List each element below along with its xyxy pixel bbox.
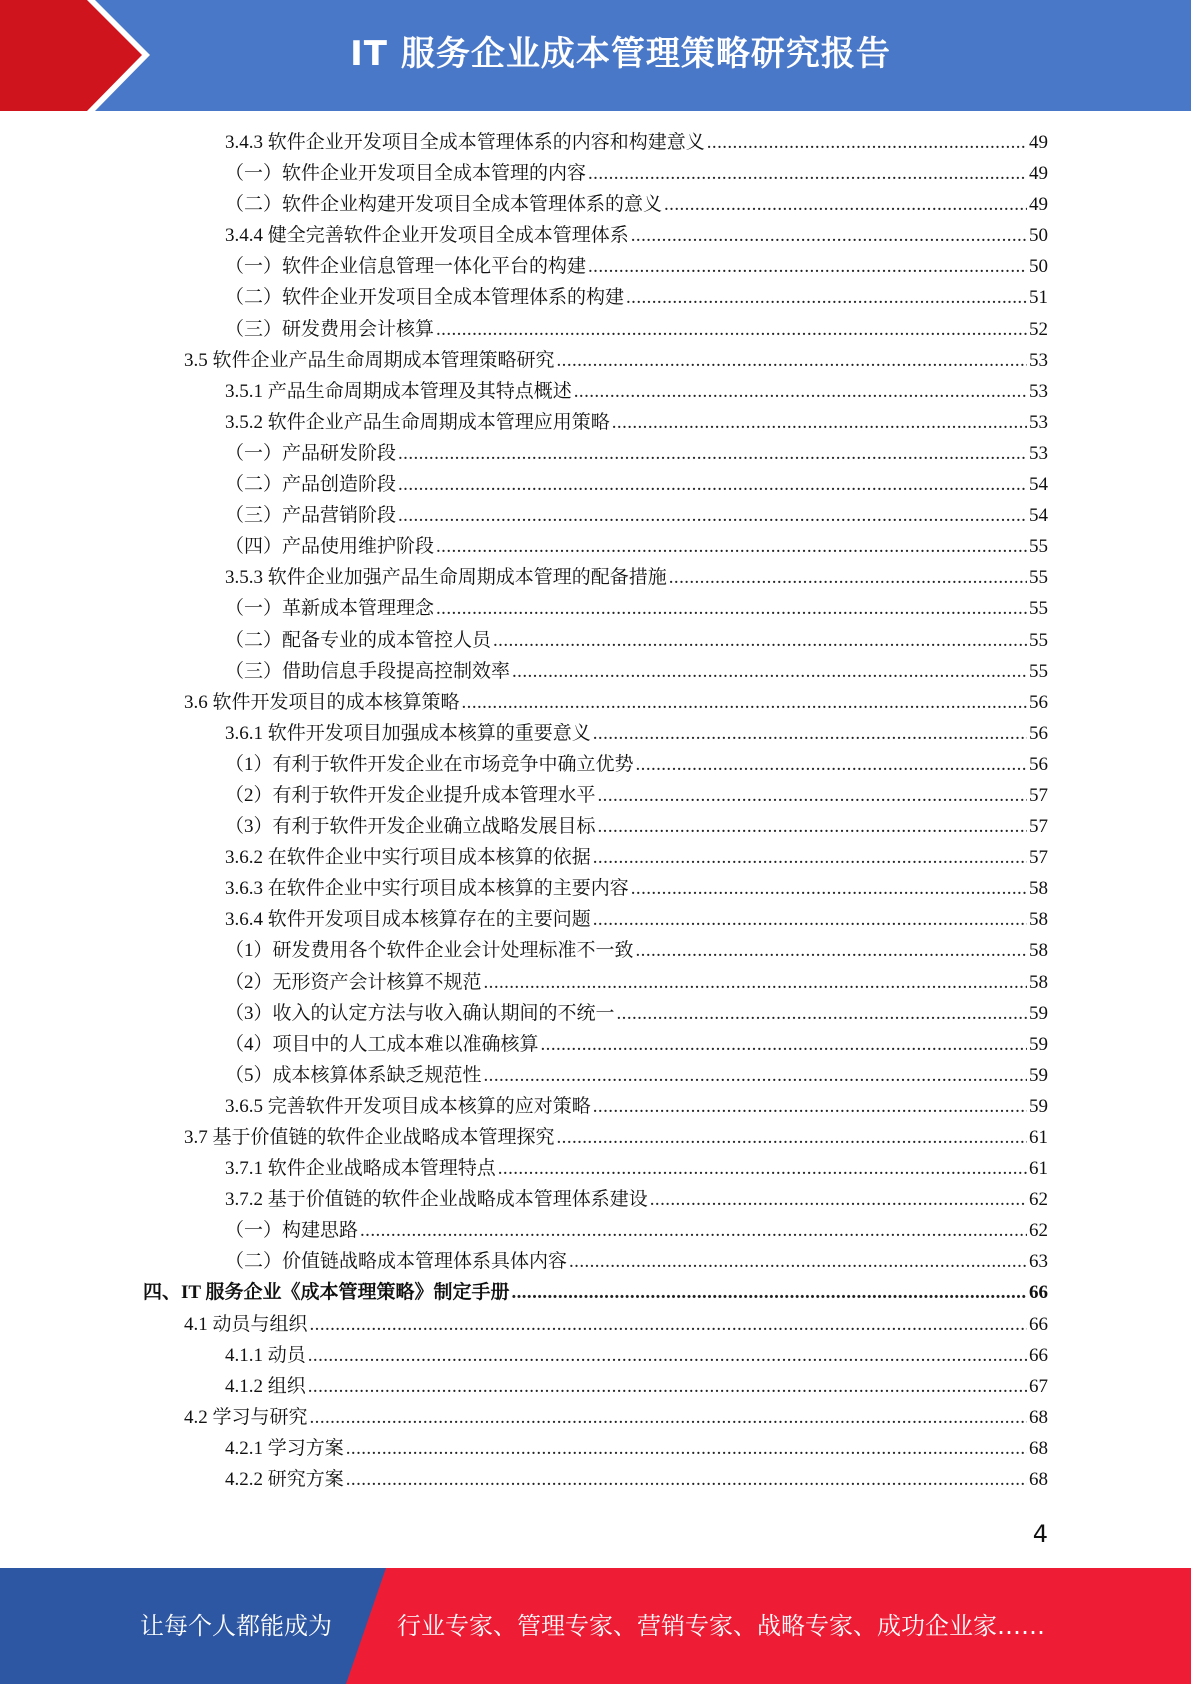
toc-entry[interactable] — [225, 1433, 1048, 1464]
toc-entry[interactable] — [225, 749, 1048, 780]
toc-entry-title: （三）借助信息手段提高控制效率 — [225, 660, 511, 682]
toc-entry-page: 55 — [1029, 629, 1048, 651]
toc-entry-title: 4.1.1 动员 — [225, 1344, 306, 1366]
toc-dot-leader — [346, 1438, 1027, 1460]
toc-dot-leader — [360, 1220, 1027, 1242]
toc-entry-page: 58 — [1029, 971, 1048, 993]
toc-entry-page: 59 — [1029, 1095, 1048, 1117]
toc-entry-title: 3.7.2 基于价值链的软件企业战略成本管理体系建设 — [225, 1189, 648, 1211]
toc-entry-page: 57 — [1029, 847, 1048, 869]
toc-entry-page: 53 — [1029, 380, 1048, 402]
toc-entry[interactable] — [225, 967, 1048, 998]
toc-entry-page: 66 — [1029, 1344, 1048, 1366]
toc-entry-title: （3）有利于软件开发企业确立战略发展目标 — [225, 816, 596, 838]
toc-entry[interactable] — [225, 1340, 1048, 1371]
toc-entry-title: （2）有利于软件开发企业提升成本管理水平 — [225, 784, 596, 806]
toc-dot-leader — [588, 256, 1027, 278]
toc-entry-page: 54 — [1029, 505, 1048, 527]
toc-entry[interactable] — [225, 189, 1048, 220]
toc-entry-page: 55 — [1029, 660, 1048, 682]
toc-entry-page: 62 — [1029, 1220, 1048, 1242]
toc-entry[interactable] — [225, 158, 1048, 189]
toc-dot-leader — [598, 785, 1027, 807]
toc-entry[interactable] — [225, 127, 1048, 158]
toc-entry-title: 4.2 学习与研究 — [184, 1406, 308, 1428]
toc-entry[interactable] — [225, 469, 1048, 500]
toc-entry-page: 68 — [1029, 1469, 1048, 1491]
toc-dot-leader — [398, 474, 1027, 496]
toc-entry-title: 3.4.4 健全完善软件企业开发项目全成本管理体系 — [225, 225, 629, 247]
toc-entry-page: 56 — [1029, 722, 1048, 744]
toc-dot-leader — [574, 381, 1027, 403]
toc-entry-page: 62 — [1029, 1189, 1048, 1211]
toc-entry-title: （一）软件企业开发项目全成本管理的内容 — [225, 163, 587, 185]
toc-entry-title: 3.6.3 在软件企业中实行项目成本核算的主要内容 — [225, 878, 629, 900]
toc-entry[interactable] — [225, 438, 1048, 469]
toc-entry-title: （二）软件企业开发项目全成本管理体系的构建 — [225, 287, 625, 309]
toc-entry[interactable] — [143, 1277, 1048, 1308]
toc-entry[interactable] — [225, 780, 1048, 811]
toc-entry-title: （1）研发费用各个软件企业会计处理标准不一致 — [225, 940, 634, 962]
toc-entry[interactable] — [184, 1309, 1048, 1340]
toc-entry-page: 58 — [1029, 878, 1048, 900]
toc-entry-title: 3.6.4 软件开发项目成本核算存在的主要问题 — [225, 909, 591, 931]
toc-entry[interactable] — [225, 1060, 1048, 1091]
toc-entry[interactable] — [225, 625, 1048, 656]
toc-dot-leader — [436, 598, 1027, 620]
toc-dot-leader — [310, 1407, 1027, 1429]
toc-dot-leader — [541, 1034, 1027, 1056]
toc-entry-page: 63 — [1029, 1251, 1048, 1273]
toc-entry-title: （一）产品研发阶段 — [225, 442, 397, 464]
toc-dot-leader — [631, 878, 1027, 900]
toc-entry[interactable] — [225, 904, 1048, 935]
toc-entry-page: 49 — [1029, 194, 1048, 216]
toc-entry-page: 67 — [1029, 1375, 1048, 1397]
document-title: IT 服务企业成本管理策略研究报告 — [350, 34, 891, 74]
toc-entry-title: 3.6.2 在软件企业中实行项目成本核算的依据 — [225, 847, 591, 869]
toc-entry[interactable] — [184, 1122, 1048, 1153]
toc-dot-leader — [557, 350, 1027, 372]
toc-entry-page: 55 — [1029, 536, 1048, 558]
toc-entry-page: 56 — [1029, 753, 1048, 775]
toc-entry[interactable] — [225, 593, 1048, 624]
toc-entry-page: 66 — [1029, 1313, 1048, 1335]
table-of-contents — [0, 127, 1191, 1495]
toc-entry-title: 3.5.1 产品生命周期成本管理及其特点概述 — [225, 380, 572, 402]
toc-entry-title: （二）价值链战略成本管理体系具体内容 — [225, 1251, 568, 1273]
header-chevron-icon — [0, 0, 150, 111]
toc-dot-leader — [511, 1282, 1027, 1304]
toc-dot-leader — [569, 1251, 1027, 1273]
toc-entry[interactable] — [225, 656, 1048, 687]
toc-entry[interactable] — [225, 376, 1048, 407]
toc-entry-page: 55 — [1029, 598, 1048, 620]
toc-dot-leader — [436, 319, 1027, 341]
toc-dot-leader — [593, 847, 1027, 869]
toc-dot-leader — [493, 630, 1027, 652]
toc-entry-title: （3）收入的认定方法与收入确认期间的不统一 — [225, 1002, 615, 1024]
toc-entry-page: 59 — [1029, 1064, 1048, 1086]
toc-dot-leader — [588, 163, 1027, 185]
toc-entry[interactable] — [225, 251, 1048, 282]
toc-entry-page: 49 — [1029, 163, 1048, 185]
toc-dot-leader — [498, 1158, 1027, 1180]
toc-entry[interactable] — [225, 1184, 1048, 1215]
toc-entry-page: 54 — [1029, 474, 1048, 496]
toc-dot-leader — [636, 754, 1027, 776]
toc-entry-page: 50 — [1029, 225, 1048, 247]
toc-entry-page: 61 — [1029, 1158, 1048, 1180]
toc-entry-page: 49 — [1029, 132, 1048, 153]
toc-dot-leader — [346, 1469, 1027, 1491]
toc-entry-title: 4.2.1 学习方案 — [225, 1437, 344, 1459]
footer-slogan-right: 行业专家、管理专家、营销专家、战略专家、成功企业家…… — [397, 1612, 1045, 1640]
toc-dot-leader — [462, 692, 1027, 714]
toc-entry[interactable] — [184, 687, 1048, 718]
toc-entry[interactable] — [225, 282, 1048, 313]
toc-entry-title: （一）构建思路 — [225, 1220, 359, 1242]
toc-entry[interactable] — [184, 1402, 1048, 1433]
toc-entry-title: （三）研发费用会计核算 — [225, 318, 435, 340]
toc-entry-title: （5）成本核算体系缺乏规范性 — [225, 1064, 482, 1086]
toc-dot-leader — [398, 443, 1027, 465]
toc-entry-page: 50 — [1029, 256, 1048, 278]
toc-entry-title: 3.7 基于价值链的软件企业战略成本管理探究 — [184, 1127, 555, 1148]
toc-entry[interactable] — [184, 345, 1048, 376]
toc-entry-title: 3.5.3 软件企业加强产品生命周期成本管理的配备措施 — [225, 567, 667, 589]
toc-entry-page: 61 — [1029, 1127, 1048, 1148]
toc-dot-leader — [593, 723, 1027, 745]
toc-entry-title: 3.6.1 软件开发项目加强成本核算的重要意义 — [225, 722, 591, 744]
toc-entry[interactable] — [225, 314, 1048, 345]
toc-entry-page: 55 — [1029, 567, 1048, 589]
toc-entry-page: 59 — [1029, 1033, 1048, 1055]
toc-dot-leader — [557, 1127, 1027, 1149]
toc-entry-page: 58 — [1029, 909, 1048, 931]
toc-dot-leader — [398, 505, 1027, 527]
toc-entry-page: 68 — [1029, 1437, 1048, 1459]
toc-dot-leader — [636, 940, 1027, 962]
toc-entry[interactable] — [225, 1091, 1048, 1122]
toc-entry-page: 57 — [1029, 784, 1048, 806]
toc-entry-title: 4.1.2 组织 — [225, 1375, 306, 1397]
toc-entry-page: 66 — [1029, 1282, 1048, 1304]
toc-entry-page: 53 — [1029, 442, 1048, 464]
toc-entry-title: 3.5 软件企业产品生命周期成本管理策略研究 — [184, 349, 555, 371]
toc-entry[interactable] — [225, 1464, 1048, 1495]
toc-dot-leader — [626, 287, 1027, 309]
toc-dot-leader — [512, 661, 1027, 683]
toc-entry-page: 51 — [1029, 287, 1048, 309]
toc-dot-leader — [617, 1003, 1027, 1025]
toc-entry[interactable] — [225, 562, 1048, 593]
toc-entry-title: （2）无形资产会计核算不规范 — [225, 971, 482, 993]
toc-dot-leader — [310, 1314, 1027, 1336]
header-banner — [0, 0, 1191, 111]
toc-dot-leader — [598, 816, 1027, 838]
toc-entry-title: 四、IT 服务企业《成本管理策略》制定手册 — [143, 1282, 510, 1304]
toc-entry-title: （四）产品使用维护阶段 — [225, 536, 435, 558]
toc-dot-leader — [308, 1376, 1027, 1398]
toc-dot-leader — [664, 194, 1027, 216]
toc-entry-page: 57 — [1029, 816, 1048, 838]
toc-dot-leader — [669, 567, 1027, 589]
toc-dot-leader — [436, 536, 1027, 558]
toc-entry-title: （二）产品创造阶段 — [225, 474, 397, 496]
toc-entry-title: 4.1 动员与组织 — [184, 1313, 308, 1335]
toc-entry[interactable] — [225, 1153, 1048, 1184]
toc-entry-title: 4.2.2 研究方案 — [225, 1469, 344, 1491]
toc-dot-leader — [593, 1096, 1027, 1118]
toc-entry-title: 3.7.1 软件企业战略成本管理特点 — [225, 1158, 496, 1180]
toc-entry-title: （1）有利于软件开发企业在市场竞争中确立优势 — [225, 753, 634, 775]
toc-entry-title: （4）项目中的人工成本难以准确核算 — [225, 1033, 539, 1055]
footer-slogan-left: 让每个人都能成为 — [140, 1612, 332, 1640]
toc-entry-title: （二）软件企业构建开发项目全成本管理体系的意义 — [225, 194, 663, 216]
toc-entry[interactable] — [225, 1215, 1048, 1246]
toc-dot-leader — [484, 1065, 1027, 1087]
toc-dot-leader — [484, 972, 1027, 994]
toc-entry-title: 3.6 软件开发项目的成本核算策略 — [184, 691, 460, 713]
toc-entry[interactable] — [225, 718, 1048, 749]
toc-entry-title: 3.5.2 软件企业产品生命周期成本管理应用策略 — [225, 411, 610, 433]
toc-entry-title: 3.4.3 软件企业开发项目全成本管理体系的内容和构建意义 — [225, 132, 705, 153]
toc-entry[interactable] — [225, 811, 1048, 842]
toc-dot-leader — [612, 412, 1027, 434]
toc-entry-page: 52 — [1029, 318, 1048, 340]
toc-dot-leader — [650, 1189, 1027, 1211]
toc-entry[interactable] — [225, 842, 1048, 873]
toc-entry-page: 68 — [1029, 1406, 1048, 1428]
toc-entry[interactable] — [225, 531, 1048, 562]
toc-entry-title: （三）产品营销阶段 — [225, 505, 397, 527]
toc-entry-title: 3.6.5 完善软件开发项目成本核算的应对策略 — [225, 1095, 591, 1117]
toc-dot-leader — [308, 1345, 1027, 1367]
toc-entry[interactable] — [225, 1029, 1048, 1060]
toc-entry[interactable] — [225, 1246, 1048, 1277]
toc-entry[interactable] — [225, 500, 1048, 531]
toc-dot-leader — [707, 132, 1027, 154]
toc-entry[interactable] — [225, 407, 1048, 438]
toc-entry[interactable] — [225, 1371, 1048, 1402]
toc-entry-page: 53 — [1029, 349, 1048, 371]
toc-entry-title: （一）革新成本管理理念 — [225, 598, 435, 620]
toc-entry[interactable] — [225, 873, 1048, 904]
toc-entry-title: （二）配备专业的成本管控人员 — [225, 629, 492, 651]
toc-entry-title: （一）软件企业信息管理一体化平台的构建 — [225, 256, 587, 278]
toc-entry-page: 53 — [1029, 411, 1048, 433]
toc-entry-page: 59 — [1029, 1002, 1048, 1024]
toc-entry[interactable] — [225, 998, 1048, 1029]
footer-banner — [0, 1568, 1191, 1684]
toc-dot-leader — [631, 225, 1027, 247]
page-number: 4 — [1032, 1520, 1048, 1548]
toc-entry-page: 56 — [1029, 691, 1048, 713]
toc-dot-leader — [593, 909, 1027, 931]
toc-entry[interactable] — [225, 935, 1048, 966]
toc-entry[interactable] — [225, 220, 1048, 251]
toc-entry-page: 58 — [1029, 940, 1048, 962]
